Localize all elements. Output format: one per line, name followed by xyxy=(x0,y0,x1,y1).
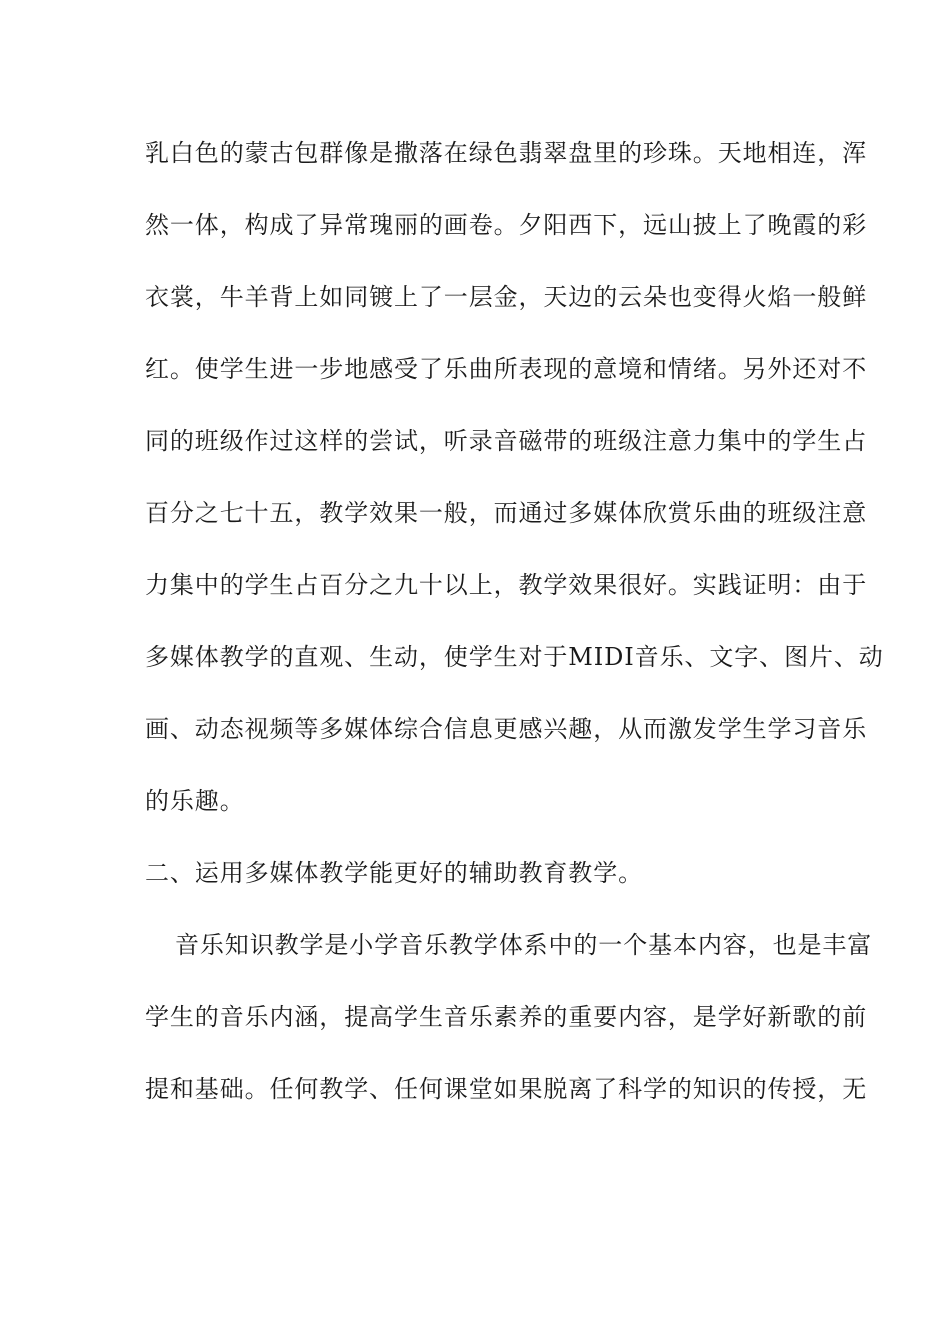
paragraph-line: 同的班级作过这样的尝试，听录音磁带的班级注意力集中的学生占 xyxy=(145,427,868,455)
paragraph-line: 百分之七十五，教学效果一般，而通过多媒体欣赏乐曲的班级注意 xyxy=(145,499,868,527)
paragraph-line: 乳白色的蒙古包群像是撒落在绿色翡翠盘里的珍珠。天地相连，浑 xyxy=(145,139,868,167)
paragraph-line: 多媒体教学的直观、生动，使学生对于MIDI音乐、文字、图片、动 xyxy=(145,643,884,671)
paragraph-line: 音乐知识教学是小学音乐教学体系中的一个基本内容，也是丰富 xyxy=(175,931,873,959)
paragraph-line: 红。使学生进一步地感受了乐曲所表现的意境和情绪。另外还对不 xyxy=(145,355,868,383)
paragraph-line: 然一体，构成了异常瑰丽的画卷。夕阳西下，远山披上了晚霞的彩 xyxy=(145,211,868,239)
paragraph-line: 画、动态视频等多媒体综合信息更感兴趣，从而激发学生学习音乐 xyxy=(145,715,868,743)
paragraph-line: 的乐趣。 xyxy=(145,787,245,815)
paragraph-line: 提和基础。任何教学、任何课堂如果脱离了科学的知识的传授，无 xyxy=(145,1075,868,1103)
paragraph-line: 衣裳，牛羊背上如同镀上了一层金，天边的云朵也变得火焰一般鲜 xyxy=(145,283,868,311)
section-heading: 二、运用多媒体教学能更好的辅助教育教学。 xyxy=(145,859,643,887)
paragraph-line: 学生的音乐内涵，提高学生音乐素养的重要内容，是学好新歌的前 xyxy=(145,1003,868,1031)
paragraph-line: 力集中的学生占百分之九十以上，教学效果很好。实践证明：由于 xyxy=(145,571,868,599)
